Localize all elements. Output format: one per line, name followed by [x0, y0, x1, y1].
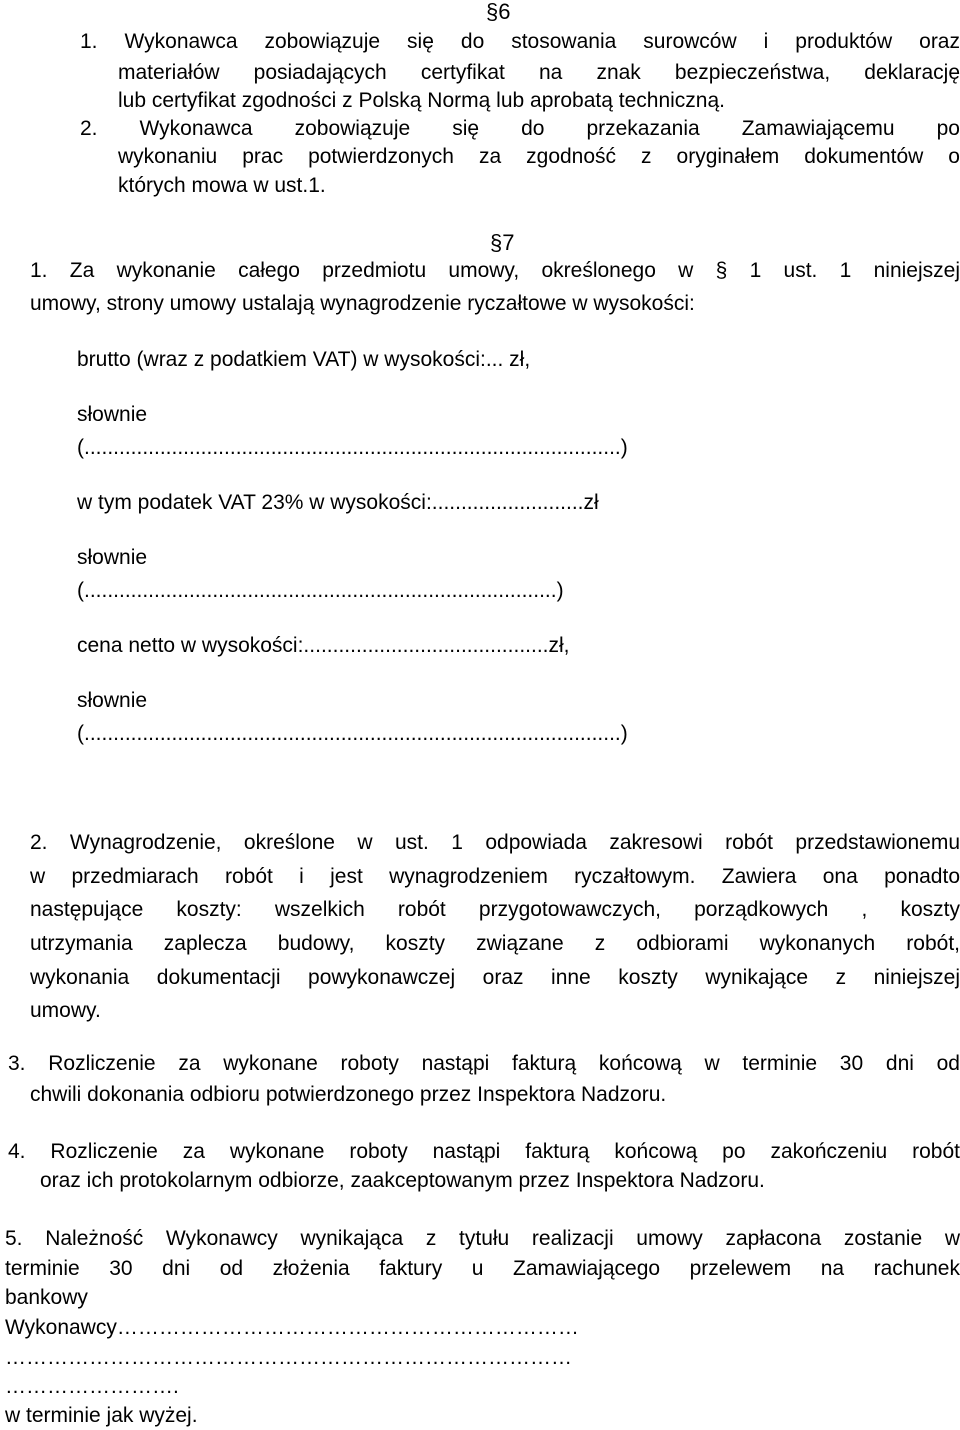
section-7-paragraph-2: umowy.: [30, 999, 101, 1022]
section-6-line: 2. Wykonawca zobowiązuje się do przekazania Zamawiającemu po: [80, 117, 960, 140]
section-7-paragraph-2: następujące koszty: wszelkich robót przygotowawczych, porządkowych , koszty: [30, 898, 960, 921]
netto-amount-field: cena netto w wysokości:..........................................zł,: [77, 634, 570, 657]
section-7-paragraph-2: wykonania dokumentacji powykonawczej oraz inne koszty wynikające z niniejszej: [30, 966, 960, 989]
account-number-blank: Wykonawcy…………………………………………………………: [5, 1316, 579, 1339]
section-7-paragraph-5: 5. Należność Wykonawcy wynikająca z tytułu realizacji umowy zapłacona zostanie w: [5, 1227, 960, 1250]
section-6-line: lub certyfikat zgodności z Polską Normą lub aprobatą techniczną.: [118, 89, 725, 112]
section-7-paragraph-4: oraz ich protokolarnym odbiorze, zaakceptowanym przez Inspektora Nadzoru.: [40, 1169, 765, 1192]
account-number-blank: ………………………………………………………………………: [5, 1346, 572, 1369]
section-7-paragraph-2: utrzymania zaplecza budowy, koszty związane z odbiorami wykonanych robót,: [30, 932, 960, 955]
brutto-amount-field: brutto (wraz z podatkiem VAT) w wysokości:... zł,: [77, 348, 531, 371]
section-7-final-line: w terminie jak wyżej.: [5, 1404, 198, 1427]
section-7-paragraph-2: 2. Wynagrodzenie, określone w ust. 1 odpowiada zakresowi robót przedstawionemu: [30, 831, 960, 854]
slownie-label: słownie: [77, 546, 148, 569]
section-6-line: wykonaniu prac potwierdzonych za zgodność z oryginałem dokumentów o: [118, 145, 960, 168]
vat-amount-field: w tym podatek VAT 23% w wysokości:..........................zł: [77, 491, 599, 514]
section-7-heading: §7: [490, 230, 515, 255]
section-6-line: których mowa w ust.1.: [118, 174, 326, 197]
section-6-line: 1. Wykonawca zobowiązuje się do stosowania surowców i produktów oraz: [80, 30, 960, 53]
section-6-line: materiałów posiadających certyfikat na znak bezpieczeństwa, deklarację: [118, 61, 960, 84]
section-7-paragraph-3: 3. Rozliczenie za wykonane roboty nastąpi fakturą końcową w terminie 30 dni od: [8, 1052, 960, 1075]
section-7-paragraph-1: 1. Za wykonanie całego przedmiotu umowy, określonego w § 1 ust. 1 niniejszej: [30, 259, 960, 282]
section-7-paragraph-3: chwili dokonania odbioru potwierdzonego przez Inspektora Nadzoru.: [30, 1083, 667, 1106]
slownie-blank: (............................................................................................): [77, 436, 628, 459]
section-6-heading: §6: [486, 0, 511, 24]
section-7-paragraph-5: terminie 30 dni od złożenia faktury u Zamawiającego przelewem na rachunek: [5, 1257, 960, 1280]
section-7-paragraph-5: bankowy: [5, 1286, 88, 1309]
section-7-paragraph-4: 4. Rozliczenie za wykonane roboty nastąpi fakturą końcową po zakończeniu robót: [8, 1140, 960, 1163]
slownie-label: słownie: [77, 689, 148, 712]
account-number-blank: …………………….: [5, 1375, 179, 1398]
section-7-paragraph-2: w przedmiarach robót i jest wynagrodzeniem ryczałtowym. Zawiera ona ponadto: [30, 865, 960, 888]
slownie-blank: (.................................................................................): [77, 579, 564, 602]
slownie-label: słownie: [77, 403, 148, 426]
slownie-blank: (............................................................................................): [77, 722, 628, 745]
section-7-paragraph-1: umowy, strony umowy ustalają wynagrodzenie ryczałtowe w wysokości:: [30, 292, 695, 315]
